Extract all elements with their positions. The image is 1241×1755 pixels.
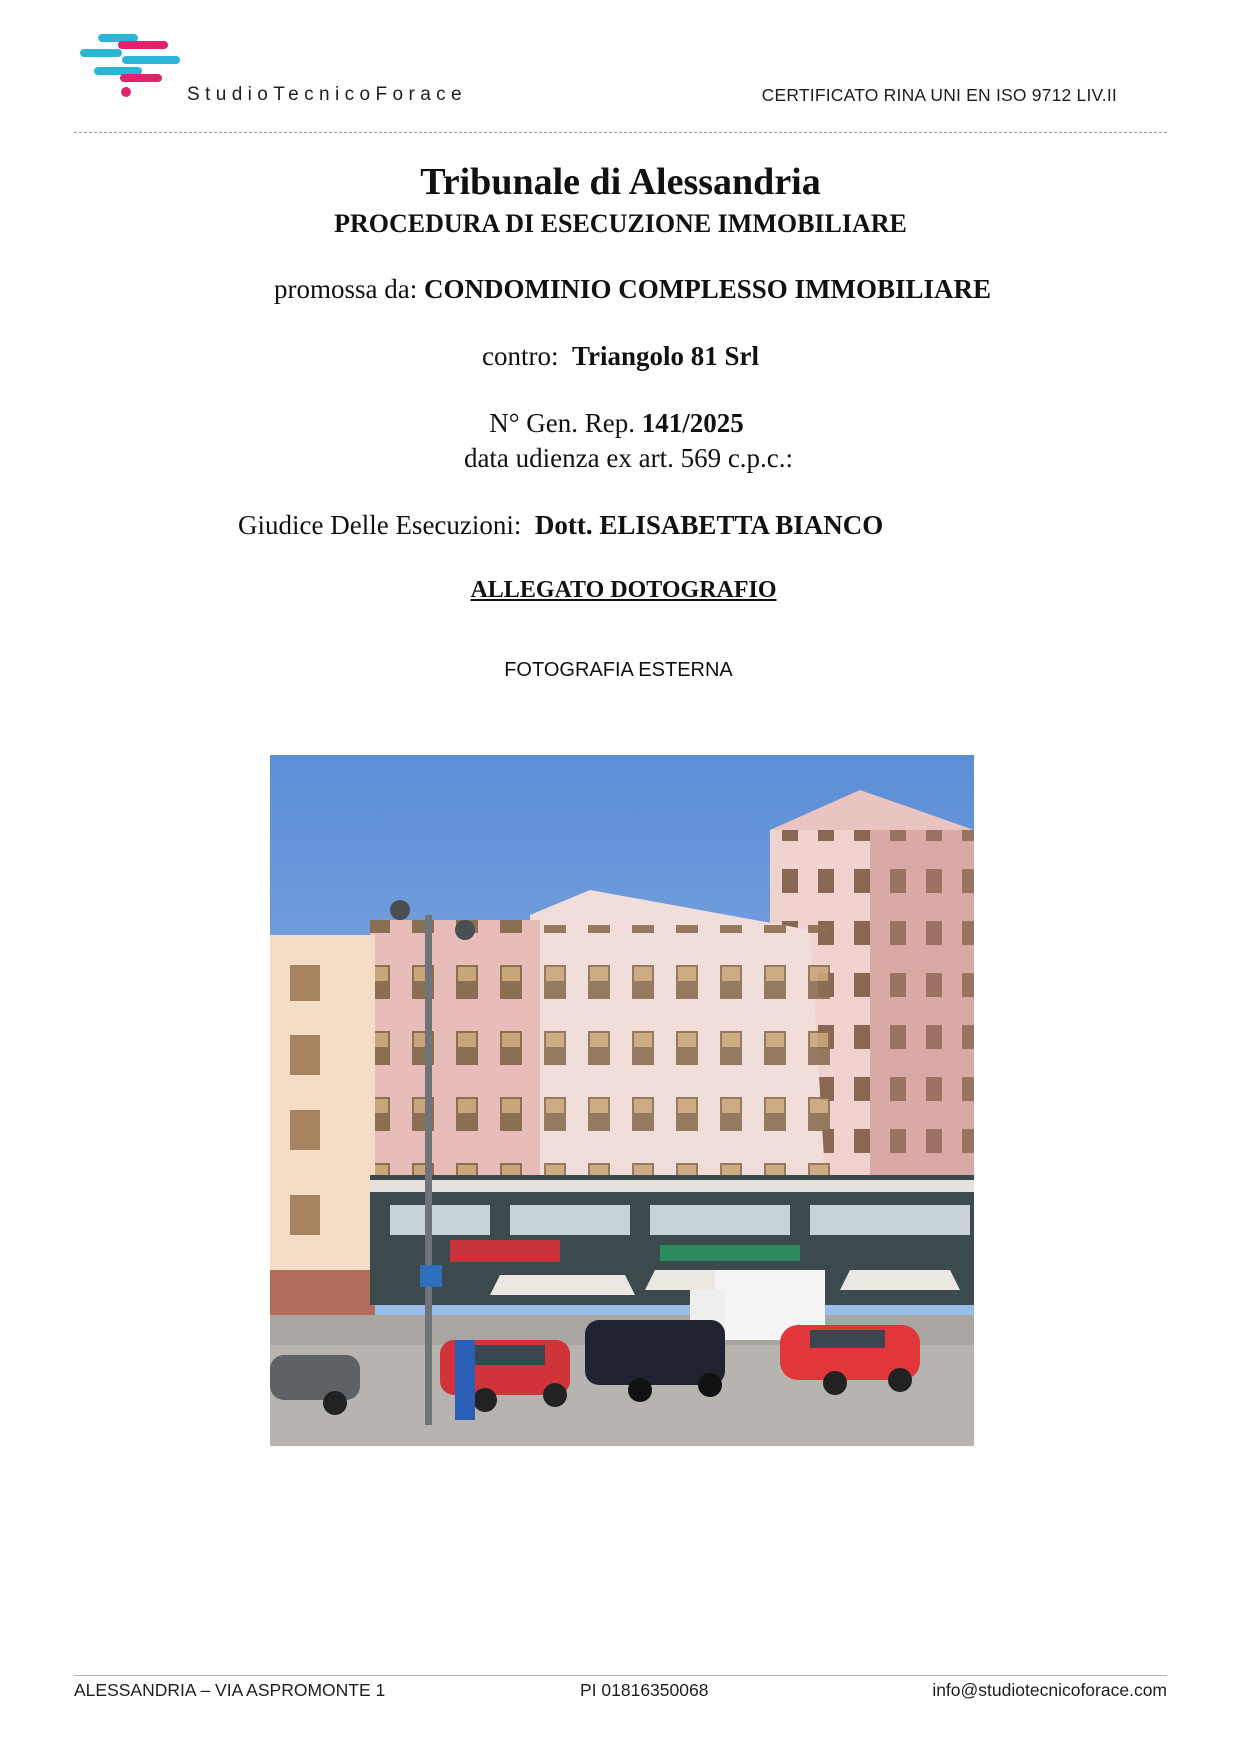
building-photo bbox=[270, 755, 974, 1446]
contro-label: contro: bbox=[482, 341, 559, 371]
contro-value: Triangolo 81 Srl bbox=[571, 341, 759, 371]
giudice-label: Giudice Delle Esecuzioni: bbox=[238, 510, 522, 540]
footer-email: info@studiotecnicoforace.com bbox=[932, 1680, 1167, 1700]
footer-divider bbox=[74, 1675, 1167, 1676]
photo-caption: FOTOGRAFIA ESTERNA bbox=[504, 659, 733, 681]
header-divider bbox=[74, 132, 1167, 133]
udienza-line: data udienza ex art. 569 c.p.c.: bbox=[463, 443, 794, 473]
allegato-heading: ALLEGATO DOTOGRAFIO bbox=[470, 577, 777, 603]
court-title: Tribunale di Alessandria bbox=[420, 161, 821, 203]
promossa-label: promossa da: bbox=[273, 274, 418, 304]
promossa-value: CONDOMINIO COMPLESSO IMMOBILIARE bbox=[423, 274, 992, 304]
rep-line bbox=[0, 408, 1237, 439]
rep-label: N° Gen. Rep. bbox=[489, 408, 635, 438]
giudice-line bbox=[238, 510, 883, 541]
promossa-line bbox=[12, 274, 1241, 305]
rep-value: 141/2025 bbox=[641, 408, 744, 438]
contro-line bbox=[0, 341, 1241, 372]
studio-logo-icon bbox=[80, 32, 185, 102]
studio-name: StudioTecnicoForace bbox=[187, 84, 468, 105]
procedure-subtitle: PROCEDURA DI ESECUZIONE IMMOBILIARE bbox=[334, 209, 907, 238]
footer-address: ALESSANDRIA – VIA ASPROMONTE 1 bbox=[74, 1680, 386, 1700]
certification-text: CERTIFICATO RINA UNI EN ISO 9712 LIV.II bbox=[761, 85, 1117, 105]
footer-vat: PI 01816350068 bbox=[580, 1680, 709, 1700]
giudice-value: Dott. ELISABETTA BIANCO bbox=[534, 510, 884, 540]
